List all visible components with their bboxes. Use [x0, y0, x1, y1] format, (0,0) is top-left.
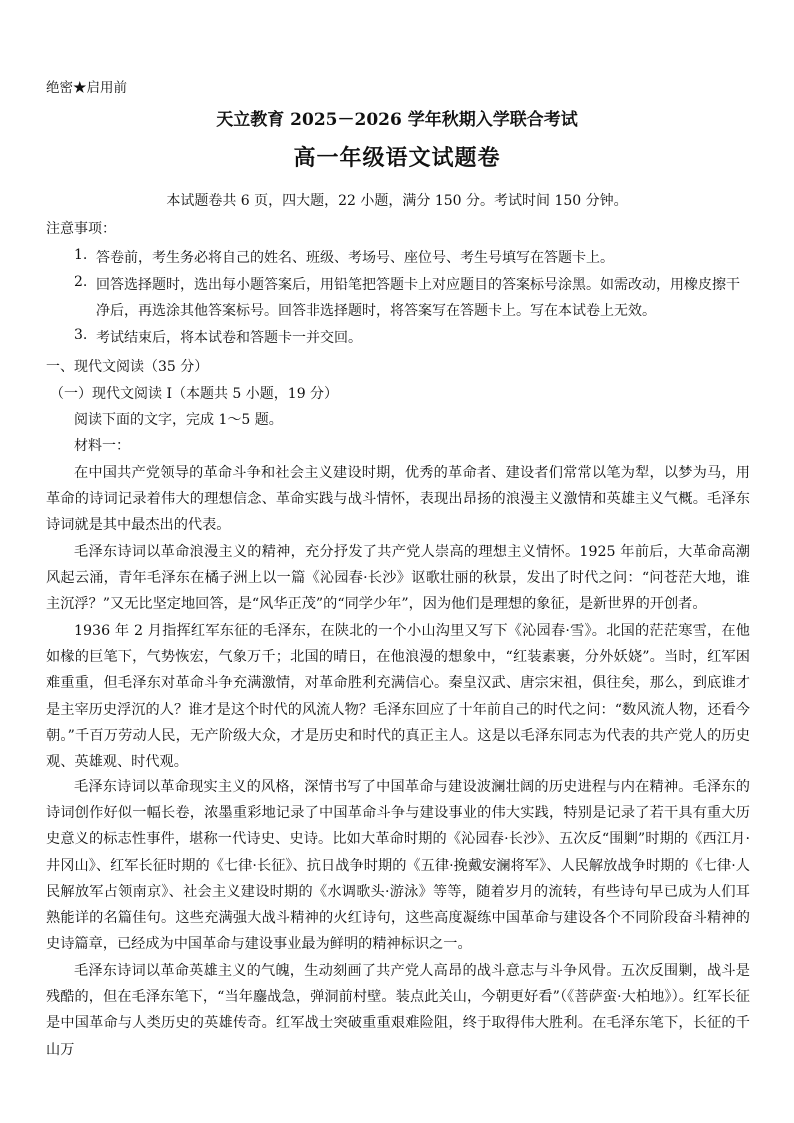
note-text: 净后，再选涂其他答案标号。回答非选择题时，将答案写在答题卡上。写在本试卷上无效。: [96, 303, 656, 319]
secret-mark: 绝密★启用前: [46, 80, 127, 96]
exam-title: 天立教育 2025－2026 学年秋期入学联合考试: [216, 110, 578, 130]
section-heading: 一、现代文阅读（35 分）: [46, 359, 209, 375]
passage-paragraph: 毛泽东诗词以革命浪漫主义的精神，充分抒发了共产党人崇高的理想主义情怀。1925 年前后，大革命高潮风起云涌，青年毛泽东在橘子洲上以一篇《沁园春·长沙》讴歌壮丽的秋景，发出了时代之问：“问苍茫大地，谁主沉浮？”又无比坚定地回答，是“风华正茂”的“同学少年”，因为他们是理想的象征，是新世界的开创者。: [46, 544, 750, 613]
note-number: 2.: [74, 274, 88, 290]
passage-paragraph: 1936 年 2 月指挥红军东征的毛泽东，在陕北的一个小山沟里又写下《沁园春·雪》。北国的茫茫寒雪，在他如椽的巨笔下，气势恢宏，气象万千；北国的晴日，在他浪漫的想象中，“红装素裹，分外妖娆”。当时，红军困难重重，但毛泽东对革命斗争充满激情，对革命胜利充满信心。秦皇汉武、唐宗宋祖，俱往矣，那么，到底谁才是主宰历史浮沉的人？谁才是这个时代的风流人物？毛泽东回应了十年前自己的时代之问：“数风流人物，还看今朝。”千百万劳动人民，无产阶级大众，才是历史和时代的真正主人。这是以毛泽东同志为代表的共产党人的历史观、英雄观、时代观。: [46, 623, 750, 771]
exam-info: 本试题卷共 6 页，四大题，22 小题，满分 150 分。考试时间 150 分钟。: [166, 193, 628, 209]
note-text: 回答选择题时，选出每小题答案后，用铅笔把答题卡上对应题目的答案标号涂黑。如需改动，用橡皮擦干: [96, 277, 740, 293]
passage-paragraph: 在中国共产党领导的革命斗争和社会主义建设时期，优秀的革命者、建设者们常常以笔为犁，以梦为马，用革命的诗词记录着伟大的理想信念、革命实践与战斗情怀，表现出昂扬的浪漫主义激情和英雄主义气概。毛泽东诗词就是其中最杰出的代表。: [46, 465, 750, 534]
note-text: 考试结束后，将本试卷和答题卡一并交回。: [96, 330, 362, 346]
subsection-heading: （一）现代文阅读 I（本题共 5 小题，19 分）: [50, 386, 339, 402]
passage-paragraph: 毛泽东诗词以革命英雄主义的气魄，生动刻画了共产党人高昂的战斗意志与斗争风骨。五次反围剿，战斗是残酷的，但在毛泽东笔下，“当年鏖战急，弹洞前村壁。装点此关山，今朝更好看”（《菩萨蛮·大柏地》）。红军长征是中国革命与人类历史的英雄传奇。红军战士突破重重艰难险阻，终于取得伟大胜利。在毛泽东笔下，长征的千山万: [46, 963, 750, 1058]
notes-heading: 注意事项：: [46, 221, 116, 237]
passage-paragraph: 毛泽东诗词以革命现实主义的风格，深情书写了中国革命与建设波澜壮阔的历史进程与内在精神。毛泽东的诗词创作好似一幅长卷，浓墨重彩地记录了中国革命斗争与建设事业的伟大实践，特别是记录了若干具有重大历史意义的标志性事件，堪称一代诗史、史诗。比如大革命时期的《沁园春·长沙》、五次反“围剿”时期的《西江月·井冈山》、红军长征时期的《七律·长征》、抗日战争时期的《五律·挽戴安澜将军》、人民解放战争时期的《七律·人民解放军占领南京》、社会主义建设时期的《水调歌头·游泳》等等，随着岁月的流转，有些诗句早已成为人们耳熟能详的名篇佳句。这些充满强大战斗精神的火红诗句，这些高度凝练中国革命与建设各个不同阶段奋斗精神的史诗篇章，已经成为中国革命与建设事业最为鲜明的精神标识之一。: [46, 779, 750, 953]
paper-title: 高一年级语文试题卷: [293, 145, 501, 171]
note-number: 3.: [74, 327, 88, 343]
note-number: 1.: [74, 247, 88, 263]
note-text: 答卷前，考生务必将自己的姓名、班级、考场号、座位号、考生号填写在答题卡上。: [96, 250, 614, 266]
reading-instruction: 阅读下面的文字，完成 1～5 题。: [74, 412, 283, 428]
material-label: 材料一：: [74, 438, 130, 454]
